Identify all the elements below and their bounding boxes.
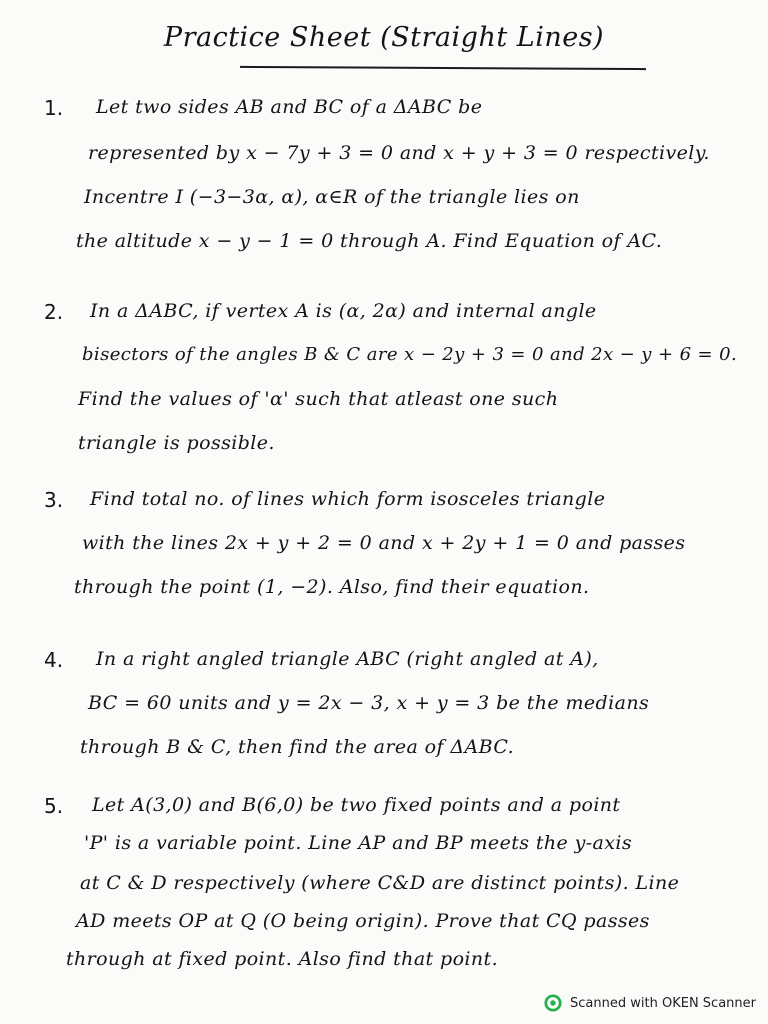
problem-line: with the lines 2x + y + 2 = 0 and x + 2y + 1 = 0 and passes: [82, 532, 686, 554]
problem-line: through at fixed point. Also find that point.: [66, 948, 499, 970]
problem-line: Incentre I (−3−3α, α), α∈R of the triangle lies on: [84, 186, 580, 208]
problem-line: In a ΔABC, if vertex A is (α, 2α) and internal angle: [90, 300, 597, 322]
problem-line: at C & D respectively (where C&D are distinct points). Line: [80, 872, 680, 894]
problem-line: triangle is possible.: [78, 432, 275, 454]
problem-line: Let two sides AB and BC of a ΔABC be: [96, 96, 483, 118]
problem-line: the altitude x − y − 1 = 0 through A. Find Equation of AC.: [76, 230, 663, 252]
problem-number: 4.: [44, 648, 64, 672]
problem-number: 5.: [44, 794, 64, 818]
scanner-watermark: [544, 994, 756, 1012]
scanner-text: Scanned with OKEN Scanner: [570, 995, 756, 1011]
problem-line: through B & C, then find the area of ΔABC.: [80, 736, 515, 758]
problem-line: 'P' is a variable point. Line AP and BP meets the y-axis: [84, 832, 633, 854]
problem-line: AD meets OP at Q (O being origin). Prove that CQ passes: [76, 910, 650, 932]
problem-line: In a right angled triangle ABC (right angled at A),: [96, 648, 599, 670]
problem-line: BC = 60 units and y = 2x − 3, x + y = 3 be the medians: [88, 692, 650, 714]
problem-line: Let A(3,0) and B(6,0) be two fixed points and a point: [92, 794, 621, 816]
problem-line: Find the values of 'α' such that atleast one such: [78, 388, 559, 410]
problem-line: represented by x − 7y + 3 = 0 and x + y + 3 = 0 respectively.: [88, 142, 710, 164]
title-underline: [240, 66, 646, 70]
problem-line: Find total no. of lines which form isosceles triangle: [90, 488, 606, 510]
problem-number: 1.: [44, 96, 64, 120]
problem-number: 3.: [44, 488, 64, 512]
problem-number: 2.: [44, 300, 64, 324]
problem-line: through the point (1, −2). Also, find their equation.: [74, 576, 590, 598]
problem-line: bisectors of the angles B & C are x − 2y + 3 = 0 and 2x − y + 6 = 0.: [82, 344, 738, 365]
oken-scanner-logo-icon: [544, 994, 562, 1012]
page-title: Practice Sheet (Straight Lines): [163, 22, 605, 53]
